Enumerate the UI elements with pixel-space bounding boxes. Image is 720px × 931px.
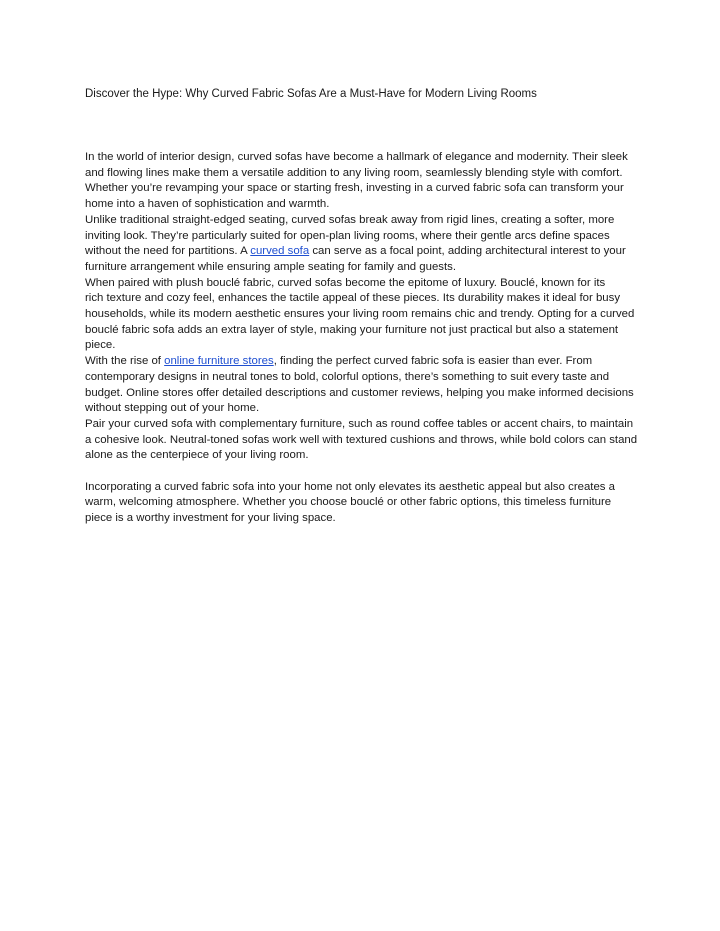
paragraph-boucle-first-line: When paired with plush bouclé fabric, curved sofas become the epitome of luxury. Bouclé, known for its [85,276,606,289]
paragraph-design-text-after: can serve as a focal point, adding architectural interest to your furniture arrangement while ensuring ample seating for family and guests. [85,245,626,273]
document-title: Discover the Hype: Why Curved Fabric Sofas Are a Must-Have for Modern Living Rooms [85,88,537,100]
paragraph-online-text-after: , finding the perfect curved fabric sofa is easier than ever. From contemporary designs in neutral tones to bold, colorful options, there’s something to suit every taste and budget. Online stores offer detailed descriptions and customer reviews, helping you make informed decisions without stepping out of your home. [85,355,634,415]
paragraph-design-text-before: Unlike traditional straight-edged seating, curved sofas break away from rigid lines, creating a softer, more inviting look. They’re particularly suited for open-plan living rooms, where their gentle arcs define spaces without the need for partitions. A [85,213,615,258]
paragraph-intro: In the world of interior design, curved sofas have become a hallmark of elegance and modernity. Their sleek and flowing lines make them a versatile addition to any living room, seamlessly blending style with comfort. Whether you’re revamping your space or starting fresh, investing in a curved fabric sofa can transform your home into a haven of sophistication and warmth. [85,151,628,211]
paragraph-conclusion: Incorporating a curved fabric sofa into your home not only elevates its aesthetic appeal but also creates a warm, welcoming atmosphere. Whether you choose bouclé or other fabric options, this timeless furniture piece is a worthy investment for your living space. [85,480,615,525]
paragraph-online [85,354,638,417]
paragraph-boucle: rich texture and cozy feel, enhances the tactile appeal of these pieces. Its durability makes it ideal for busy households, while its modern aesthetic ensures your living room remains chic and trendy. Opting for a curved bouclé fabric sofa adds an extra layer of style, making your furniture not just practical but also a statement piece. [85,292,635,352]
document-body [85,150,638,527]
paragraph-pairing: Pair your curved sofa with complementary furniture, such as round coffee tables or accent chairs, to maintain a cohesive look. Neutral-toned sofas work well with textured cushions and throws, while bold colors can stand alone as the centerpiece of your living room. [85,417,638,462]
curved-sofa-link[interactable]: curved sofa [250,245,310,258]
paragraph-design [85,213,638,276]
online-furniture-stores-link[interactable]: online furniture stores [164,355,274,368]
paragraph-spacer [85,464,638,480]
paragraph-online-text-before: With the rise of [85,355,165,368]
